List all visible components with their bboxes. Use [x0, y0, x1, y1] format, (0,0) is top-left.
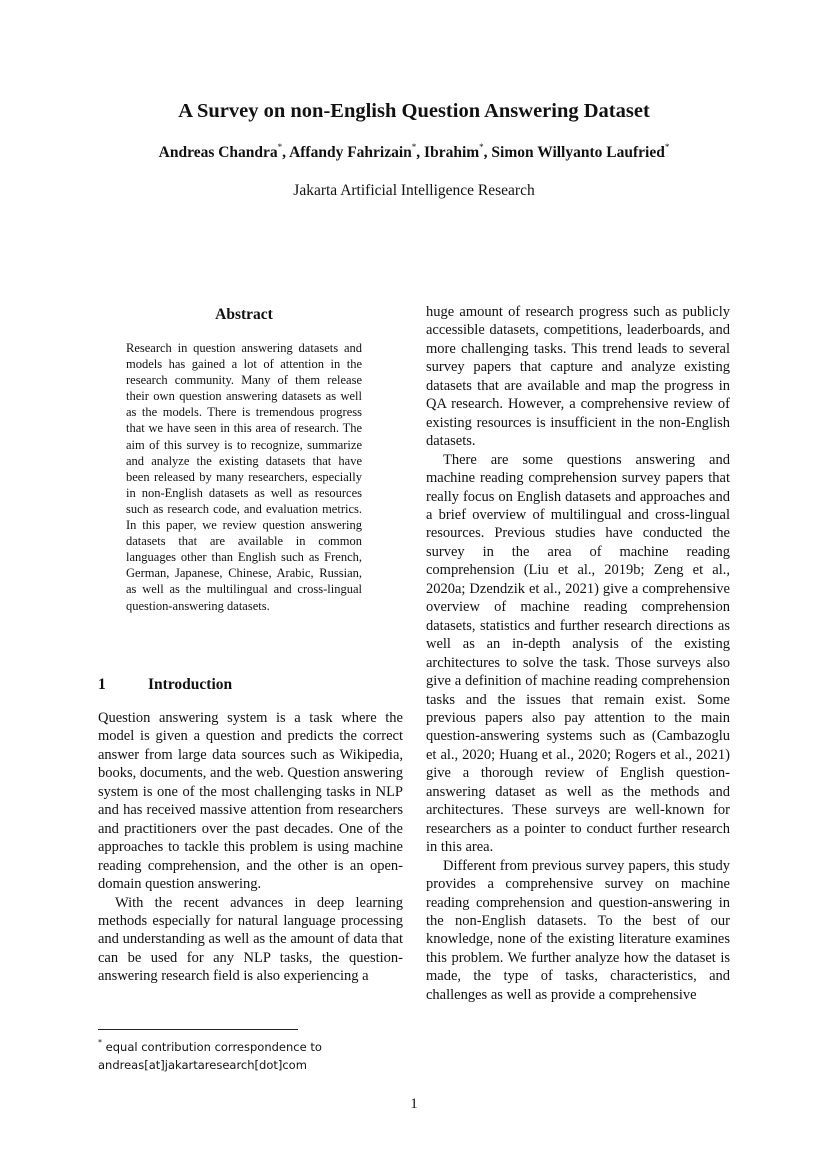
author-list	[0, 143, 828, 163]
footnote-line: * equal contribution correspondence to	[98, 1038, 322, 1054]
footnote	[98, 1038, 418, 1074]
left-column	[98, 709, 403, 986]
body-paragraph: With the recent advances in deep learning methods especially for natural language processing and understanding as well as the amount of data that can be used for any NLP tasks, the question-answering research field is also experiencing a	[98, 894, 403, 985]
body-paragraph: There are some questions answering and machine reading comprehension survey papers that really focus on English datasets and approaches and a brief overview of multilingual and cross-lingual resources. Previous studies have conducted the survey in the area of machine reading comprehension (Liu et al., 2019b; Zeng et al., 2020a; Dzendzik et al., 2021) give a comprehensive overview of machine reading comprehension datasets, statistics and further research directions as well as an in-depth analysis of the existing architectures to solve the task. Those surveys also give a definition of machine reading comprehension tasks and the issues that remain exist. Some previous papers also pay attention to the main question-answering systems such as (Cambazoglu et al., 2020; Huang et al., 2020; Rogers et al., 2021) give a thorough review of English question-answering dataset as well as the methods and architectures. These surveys are well-known for researchers as a pointer to conduct further research in this area.	[426, 451, 730, 856]
body-paragraph: huge amount of research progress such as publicly accessible datasets, competitions, leaderboards, and more challenging tasks. This trend leads to several survey papers that capture and analyze existing datasets that are available and map the progress in QA research. However, a comprehensive review of existing resources is insufficient in the non-English datasets.	[426, 304, 730, 450]
abstract-heading: Abstract	[215, 306, 273, 323]
affiliation: Jakarta Artificial Intelligence Research	[293, 182, 535, 199]
paper-title: A Survey on non-English Question Answering Dataset	[178, 100, 650, 122]
author-1: Andreas Chandra*,	[158, 142, 290, 161]
section-number: 1	[98, 676, 106, 693]
body-paragraph: Question answering system is a task where the model is given a question and predicts the correct answer from large data sources such as Wikipedia, books, documents, and the web. Question answering system is one of the most challenging tasks in NLP and has received massive attention from researchers and practitioners over the past decades. One of the approaches to tackle this problem is using machine reading comprehension, and the other is an open-domain question answering.	[98, 710, 403, 893]
footnote-line: andreas[at]jakartaresearch[dot]com	[98, 1058, 307, 1072]
right-column	[426, 303, 730, 1004]
section-heading	[98, 675, 403, 695]
abstract-text: Research in question answering datasets and models has gained a lot of attention in the research community. Many of them release their own question answering datasets as well as the models. There is tremendous progress that we have seen in this area of research. The aim of this survey is to recognize, summarize and analyze the existing datasets that have been released by many researchers, especially in non-English datasets as well as resources such as research code, and evaluation metrics. In this paper, we review question answering datasets that are available in common languages other than English such as French, German, Japanese, Chinese, Arabic, Russian, as well as the multilingual and cross-lingual question-answering datasets.	[126, 341, 362, 613]
page-number: 1	[410, 1096, 418, 1112]
footnote-mark: *	[98, 1038, 102, 1047]
body-paragraph: Different from previous survey papers, this study provides a comprehensive survey on machine reading comprehension and question-answering in the non-English datasets. To the best of our knowledge, none of the existing literature examines this problem. We further analyze how the dataset is made, the type of tasks, characteristics, and challenges as well as provide a comprehensive	[426, 857, 730, 1003]
footnote-divider	[98, 1029, 298, 1030]
author-2: Affandy Fahrizain*,	[289, 142, 425, 161]
author-3: Ibrahim*,	[424, 142, 492, 161]
author-4: Simon Willyanto Laufried*	[491, 142, 670, 161]
section-title: Introduction	[148, 676, 233, 693]
